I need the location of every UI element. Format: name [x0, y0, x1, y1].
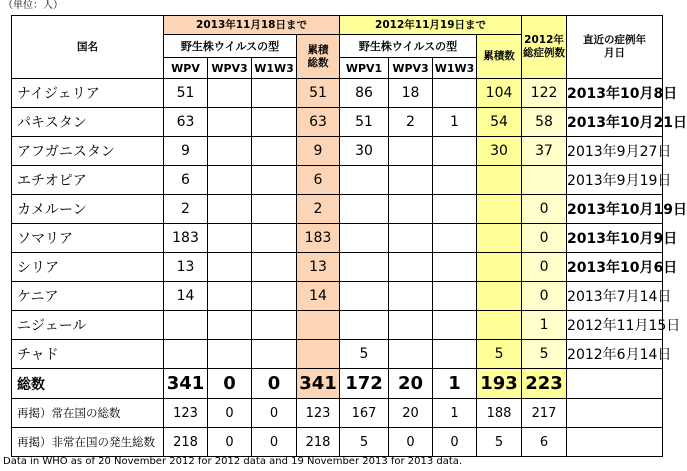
cumulative-2012: 54 — [477, 108, 522, 137]
wpv-2013 — [164, 340, 208, 369]
endemic-cumulative-2013: 123 — [297, 399, 340, 428]
endemic-w1w3: 0 — [252, 399, 297, 428]
wpv1-2012 — [340, 311, 389, 340]
cumulative-2013 — [297, 311, 340, 340]
wpv1-2012 — [340, 195, 389, 224]
country-name: アフガニスタン — [12, 137, 164, 166]
non-endemic-cumulative-2013: 218 — [297, 428, 340, 457]
total-2012-cases: 0 — [522, 282, 567, 311]
wpv-2013: 183 — [164, 224, 208, 253]
wpv1-2012: 5 — [340, 340, 389, 369]
cumulative-2013: 51 — [297, 79, 340, 108]
cumulative-2013 — [297, 340, 340, 369]
total-cumulative-2013: 341 — [297, 369, 340, 399]
country-name: ソマリア — [12, 224, 164, 253]
total-row — [12, 369, 663, 399]
col-w1w3-2012: W1W3 — [433, 58, 477, 79]
endemic-wpv: 123 — [164, 399, 208, 428]
latest-case-date: 2013年10月21日 — [567, 108, 663, 137]
header-period-2013: 2013年11月18日まで — [164, 16, 340, 35]
country-name: ナイジェリア — [12, 79, 164, 108]
wpv3-2013 — [208, 195, 252, 224]
col-wpv: WPV — [164, 58, 208, 79]
w1w3-2013 — [252, 137, 297, 166]
cumulative-2012 — [477, 253, 522, 282]
cumulative-2012: 104 — [477, 79, 522, 108]
wpv3-2013 — [208, 79, 252, 108]
total-2012-cases: 1 — [522, 311, 567, 340]
cumulative-2012: 30 — [477, 137, 522, 166]
wpv-2013: 14 — [164, 282, 208, 311]
wpv3-2012 — [389, 166, 433, 195]
endemic-total-row — [12, 399, 663, 428]
wpv3-2012 — [389, 311, 433, 340]
header-wild-type-2012: 野生株ウイルスの型 — [340, 35, 477, 58]
country-name: ケニア — [12, 282, 164, 311]
wpv3-2012 — [389, 253, 433, 282]
wpv-2013: 6 — [164, 166, 208, 195]
header-cumulative-2013: 累積総数 — [297, 35, 340, 79]
latest-case-date: 2012年6月14日 — [567, 340, 663, 369]
country-name: チャド — [12, 340, 164, 369]
total-2012-cases: 37 — [522, 137, 567, 166]
country-name: エチオピア — [12, 166, 164, 195]
w1w3-2013 — [252, 340, 297, 369]
footnote: Data in WHO as of 20 November 2012 for 2012 data and 19 November 2013 for 2013 data. — [3, 456, 463, 467]
wpv3-2012 — [389, 224, 433, 253]
non-endemic-wpv3-2012: 0 — [389, 428, 433, 457]
cumulative-2013: 13 — [297, 253, 340, 282]
endemic-2012-cases: 217 — [522, 399, 567, 428]
latest-case-date: 2013年10月19日 — [567, 195, 663, 224]
col-wpv3-2012: WPV3 — [389, 58, 433, 79]
wpv1-2012: 86 — [340, 79, 389, 108]
total-w1w3-2012: 1 — [433, 369, 477, 399]
endemic-wpv3-2012: 20 — [389, 399, 433, 428]
table-row — [12, 253, 663, 282]
total-wpv3-2012: 20 — [389, 369, 433, 399]
table-row — [12, 282, 663, 311]
wpv-2013: 2 — [164, 195, 208, 224]
w1w3-2013 — [252, 282, 297, 311]
w1w3-2013 — [252, 311, 297, 340]
latest-case-date: 2012年11月15日 — [567, 311, 663, 340]
w1w3-2012 — [433, 253, 477, 282]
polio-cases-table — [11, 15, 687, 457]
country-name: パキスタン — [12, 108, 164, 137]
wpv3-2012 — [389, 195, 433, 224]
header-cumulative-2012: 累積数 — [477, 35, 522, 79]
total-2012-cases: 0 — [522, 253, 567, 282]
cumulative-2012: 5 — [477, 340, 522, 369]
total-2012-cases: 223 — [522, 369, 567, 399]
w1w3-2012 — [433, 137, 477, 166]
w1w3-2013 — [252, 108, 297, 137]
cumulative-2013: 14 — [297, 282, 340, 311]
non-endemic-label: 再掲）非常在国の発生総数 — [12, 428, 164, 457]
endemic-w1w3-2012: 1 — [433, 399, 477, 428]
cumulative-2012 — [477, 166, 522, 195]
table-row — [12, 108, 663, 137]
col-wpv3: WPV3 — [208, 58, 252, 79]
cumulative-2013: 63 — [297, 108, 340, 137]
cumulative-2012 — [477, 311, 522, 340]
total-wpv3: 0 — [208, 369, 252, 399]
wpv3-2013 — [208, 137, 252, 166]
cumulative-2013: 2 — [297, 195, 340, 224]
total-2012-cases: 5 — [522, 340, 567, 369]
col-w1w3: W1W3 — [252, 58, 297, 79]
wpv1-2012 — [340, 166, 389, 195]
latest-case-date: 2013年7月14日 — [567, 282, 663, 311]
wpv3-2012 — [389, 340, 433, 369]
w1w3-2012 — [433, 166, 477, 195]
non-endemic-w1w3: 0 — [252, 428, 297, 457]
wpv1-2012 — [340, 224, 389, 253]
wpv3-2013 — [208, 224, 252, 253]
table-row — [12, 195, 663, 224]
endemic-wpv1-2012: 167 — [340, 399, 389, 428]
header-country: 国名 — [12, 16, 164, 79]
wpv-2013: 13 — [164, 253, 208, 282]
table-row — [12, 224, 663, 253]
wpv3-2012 — [389, 282, 433, 311]
non-endemic-w1w3-2012: 0 — [433, 428, 477, 457]
wpv3-2013 — [208, 253, 252, 282]
header-total-2012: 2012年総症例数 — [522, 16, 567, 79]
col-wpv1-2012: WPV1 — [340, 58, 389, 79]
unit-label: （単位：人） — [3, 0, 63, 11]
non-endemic-wpv: 218 — [164, 428, 208, 457]
total-2012-cases: 122 — [522, 79, 567, 108]
wpv-2013: 9 — [164, 137, 208, 166]
non-endemic-cumulative-2012: 5 — [477, 428, 522, 457]
country-name: カメルーン — [12, 195, 164, 224]
wpv-2013: 63 — [164, 108, 208, 137]
cumulative-2012 — [477, 224, 522, 253]
country-name: シリア — [12, 253, 164, 282]
wpv3-2013 — [208, 166, 252, 195]
wpv3-2013 — [208, 311, 252, 340]
w1w3-2012: 1 — [433, 108, 477, 137]
total-2012-cases: 0 — [522, 224, 567, 253]
wpv3-2012 — [389, 137, 433, 166]
wpv3-2013 — [208, 282, 252, 311]
w1w3-2013 — [252, 79, 297, 108]
wpv3-2013 — [208, 340, 252, 369]
header-period-2012: 2012年11月19日まで — [340, 16, 522, 35]
w1w3-2012 — [433, 79, 477, 108]
non-endemic-total-row — [12, 428, 663, 457]
latest-case-date: 2013年10月8日 — [567, 79, 663, 108]
total-wpv: 341 — [164, 369, 208, 399]
non-endemic-2012-cases: 6 — [522, 428, 567, 457]
non-endemic-wpv1-2012: 5 — [340, 428, 389, 457]
total-w1w3: 0 — [252, 369, 297, 399]
w1w3-2012 — [433, 195, 477, 224]
endemic-wpv3: 0 — [208, 399, 252, 428]
cumulative-2013: 9 — [297, 137, 340, 166]
wpv3-2012: 18 — [389, 79, 433, 108]
wpv1-2012: 30 — [340, 137, 389, 166]
total-cumulative-2012: 193 — [477, 369, 522, 399]
total-2012-cases: 58 — [522, 108, 567, 137]
total-2012-cases — [522, 166, 567, 195]
w1w3-2013 — [252, 224, 297, 253]
w1w3-2012 — [433, 224, 477, 253]
wpv1-2012 — [340, 253, 389, 282]
header-latest-case: 直近の症例年月日 — [567, 16, 663, 79]
total-latest-empty — [567, 369, 663, 399]
w1w3-2012 — [433, 311, 477, 340]
cumulative-2012 — [477, 195, 522, 224]
non-endemic-wpv3: 0 — [208, 428, 252, 457]
w1w3-2013 — [252, 253, 297, 282]
latest-case-date: 2013年10月9日 — [567, 224, 663, 253]
endemic-cumulative-2012: 188 — [477, 399, 522, 428]
table-row — [12, 340, 663, 369]
wpv3-2012: 2 — [389, 108, 433, 137]
w1w3-2012 — [433, 340, 477, 369]
latest-case-date: 2013年9月19日 — [567, 166, 663, 195]
wpv3-2013 — [208, 108, 252, 137]
cumulative-2012 — [477, 282, 522, 311]
table-row — [12, 79, 663, 108]
w1w3-2013 — [252, 195, 297, 224]
wpv-2013 — [164, 311, 208, 340]
wpv1-2012 — [340, 282, 389, 311]
total-label: 総数 — [12, 369, 164, 399]
w1w3-2012 — [433, 282, 477, 311]
w1w3-2013 — [252, 166, 297, 195]
wpv-2013: 51 — [164, 79, 208, 108]
table-row — [12, 166, 663, 195]
cumulative-2013: 183 — [297, 224, 340, 253]
table-row — [12, 137, 663, 166]
non-endemic-latest-empty — [567, 428, 663, 457]
country-name: ニジェール — [12, 311, 164, 340]
total-2012-cases: 0 — [522, 195, 567, 224]
endemic-latest-empty — [567, 399, 663, 428]
wpv1-2012: 51 — [340, 108, 389, 137]
cumulative-2013: 6 — [297, 166, 340, 195]
endemic-label: 再掲）常在国の総数 — [12, 399, 164, 428]
table-row — [12, 311, 663, 340]
latest-case-date: 2013年10月6日 — [567, 253, 663, 282]
latest-case-date: 2013年9月27日 — [567, 137, 663, 166]
total-wpv1-2012: 172 — [340, 369, 389, 399]
header-wild-type-2013: 野生株ウイルスの型 — [164, 35, 297, 58]
